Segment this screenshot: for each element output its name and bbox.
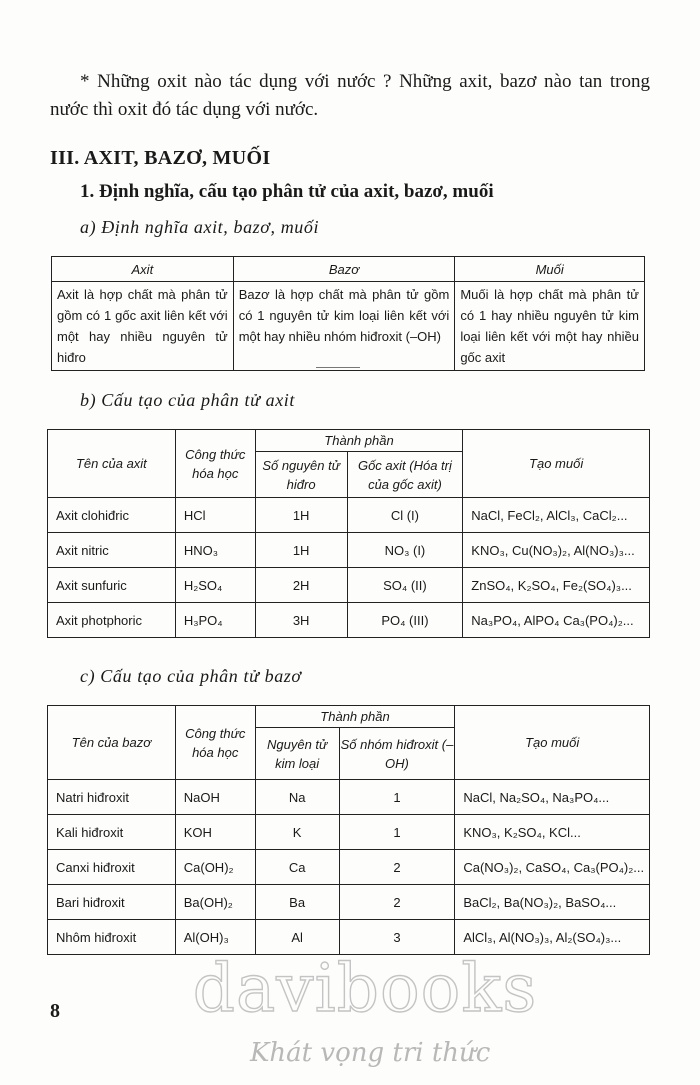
acid-h-count: 1H: [255, 498, 347, 533]
base-metal: Ba: [255, 885, 339, 920]
base-metal: Na: [255, 780, 339, 815]
header-oh-groups: Số nhóm hiđroxit (–OH): [339, 728, 455, 780]
section-heading: III. AXIT, BAZƠ, MUỐI: [50, 147, 271, 169]
acid-h-count: 2H: [255, 568, 347, 603]
table-row: [48, 815, 650, 850]
acid-name: Axit nitric: [48, 533, 176, 568]
header-acid-name: Tên của axit: [48, 430, 176, 498]
header-acid-radical: Gốc axit (Hóa trị của gốc axit): [347, 452, 463, 498]
header-base-composition: Thành phần: [255, 706, 455, 728]
base-formula: Al(OH)₃: [175, 920, 255, 955]
acid-salts: NaCl, FeCl₂, AlCl₃, CaCl₂...: [463, 498, 650, 533]
header-acid-salts: Tạo muối: [463, 430, 650, 498]
header-salt: Muối: [455, 257, 645, 282]
base-formula: Ca(OH)₂: [175, 850, 255, 885]
base-salts: AlCl₃, Al(NO₃)₃, Al₂(SO₄)₃...: [455, 920, 650, 955]
table-row: [48, 780, 650, 815]
header-acid-formula: Công thức hóa học: [175, 430, 255, 498]
base-oh-count: 2: [339, 885, 455, 920]
table-row: [48, 533, 650, 568]
caption-acid-structure: b) Cấu tạo của phân tử axit: [80, 390, 295, 410]
base-formula: NaOH: [175, 780, 255, 815]
base-salts: KNO₃, K₂SO₄, KCl...: [455, 815, 650, 850]
intro-paragraph: * Những oxit nào tác dụng với nước ? Những axit, bazơ nào tan trong nước thì oxit đó tác dụng với nước.: [50, 71, 650, 120]
acid-formula: HNO₃: [175, 533, 255, 568]
header-base-formula: Công thức hóa học: [175, 706, 255, 780]
base-oh-count: 2: [339, 850, 455, 885]
base-salts: NaCl, Na₂SO₄, Na₃PO₄...: [455, 780, 650, 815]
base-name: Natri hiđroxit: [48, 780, 176, 815]
table-row: [48, 850, 650, 885]
acid-salts: Na₃PO₄, AlPO₄ Ca₃(PO₄)₂...: [463, 603, 650, 638]
acid-table: [47, 429, 650, 638]
base-formula: Ba(OH)₂: [175, 885, 255, 920]
acid-radical: Cl (I): [347, 498, 463, 533]
subsection-heading: 1. Định nghĩa, cấu tạo phân tử của axit, bazơ, muối: [80, 181, 494, 202]
base-name: Bari hiđroxit: [48, 885, 176, 920]
header-base: Bazơ: [233, 257, 455, 282]
base-oh-count: 3: [339, 920, 455, 955]
acid-formula: H₂SO₄: [175, 568, 255, 603]
base-metal: K: [255, 815, 339, 850]
base-definition: Bazơ là hợp chất mà phân tử gồm có 1 nguyên tử kim loại liên kết với một hay nhiều nhóm hiđroxit (–OH): [233, 282, 455, 371]
acid-name: Axit photphoric: [48, 603, 176, 638]
acid-radical: NO₃ (I): [347, 533, 463, 568]
acid-salts: ZnSO₄, K₂SO₄, Fe₂(SO₄)₃...: [463, 568, 650, 603]
salt-definition: Muối là hợp chất mà phân tử có 1 hay nhiều nguyên tử kim loại liên kết với một hay nhiều gốc axit: [455, 282, 645, 371]
base-formula: KOH: [175, 815, 255, 850]
acid-name: Axit clohiđric: [48, 498, 176, 533]
acid-h-count: 1H: [255, 533, 347, 568]
acid-h-count: 3H: [255, 603, 347, 638]
table-row: [48, 498, 650, 533]
base-metal: Ca: [255, 850, 339, 885]
caption-definitions: a) Định nghĩa axit, bazơ, muối: [80, 217, 320, 237]
header-base-salts: Tạo muối: [455, 706, 650, 780]
acid-salts: KNO₃, Cu(NO₃)₂, Al(NO₃)₃...: [463, 533, 650, 568]
table-row: [48, 568, 650, 603]
header-base-name: Tên của bazơ: [48, 706, 176, 780]
acid-formula: H₃PO₄: [175, 603, 255, 638]
header-acid-composition: Thành phần: [255, 430, 463, 452]
header-h-atoms: Số nguyên tử hiđro: [255, 452, 347, 498]
base-name: Canxi hiđroxit: [48, 850, 176, 885]
acid-name: Axit sunfuric: [48, 568, 176, 603]
acid-radical: PO₄ (III): [347, 603, 463, 638]
caption-base-structure: c) Cấu tạo của phân tử bazơ: [80, 666, 302, 686]
base-name: Nhôm hiđroxit: [48, 920, 176, 955]
base-oh-count: 1: [339, 780, 455, 815]
watermark-logo: davibooks: [192, 950, 538, 1027]
header-acid: Axit: [52, 257, 234, 282]
page-number: 8: [50, 1000, 60, 1022]
base-table: [47, 705, 650, 955]
acid-radical: SO₄ (II): [347, 568, 463, 603]
base-metal: Al: [255, 920, 339, 955]
table-row: [48, 603, 650, 638]
table-row: [48, 885, 650, 920]
acid-definition: Axit là hợp chất mà phân tử gồm có 1 gốc axit liên kết với một hay nhiều nguyên tử hiđro: [52, 282, 234, 371]
base-oh-count: 1: [339, 815, 455, 850]
acid-formula: HCl: [175, 498, 255, 533]
base-name: Kali hiđroxit: [48, 815, 176, 850]
watermark-slogan: Khát vọng tri thức: [250, 1038, 491, 1068]
header-metal-atom: Nguyên tử kim loại: [255, 728, 339, 780]
definitions-table: [51, 256, 645, 371]
base-salts: BaCl₂, Ba(NO₃)₂, BaSO₄...: [455, 885, 650, 920]
base-salts: Ca(NO₃)₂, CaSO₄, Ca₃(PO₄)₂...: [455, 850, 650, 885]
print-mark: [316, 367, 360, 372]
